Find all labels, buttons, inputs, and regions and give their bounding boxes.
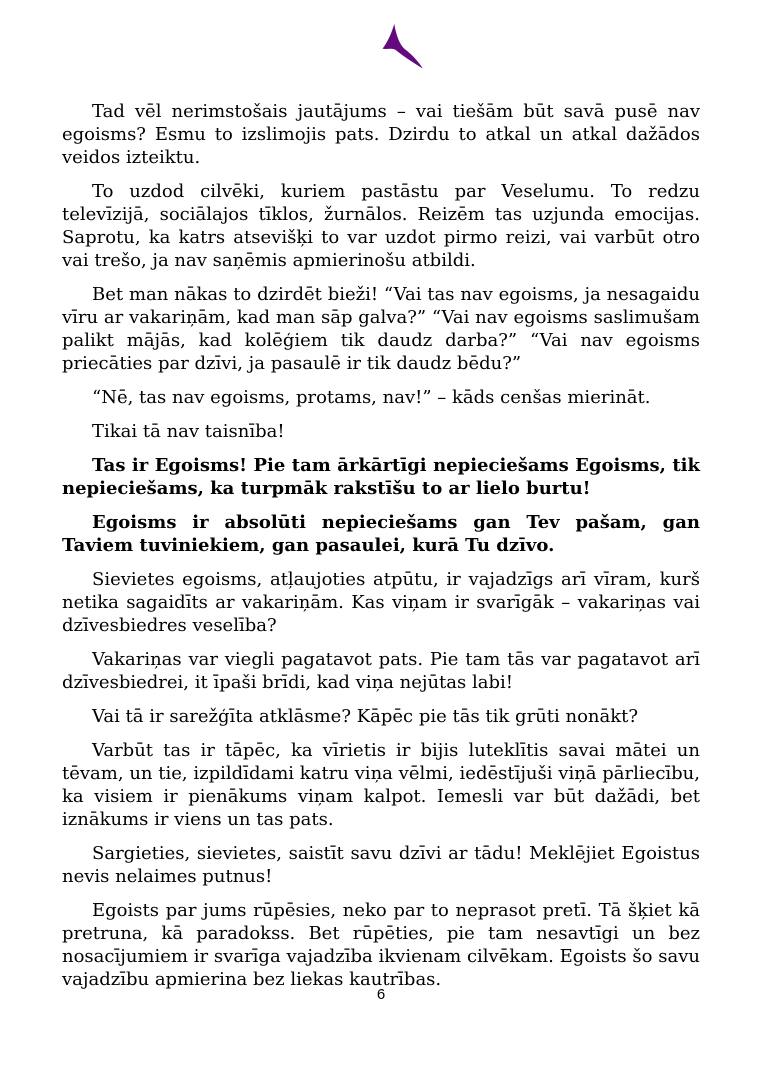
- paragraph: Bet man nākas to dzirdēt bieži! “Vai tas nav egoisms, ja nesagaidu vīru ar vakariņām, kad man sāp galva?” “Vai nav egoisms saslimušam palikt mājās, kad kolēģiem tik daudz darba?” “Vai nav egoisms priecāties par dzīvi, ja pasaulē ir tik daudz bēdu?”: [62, 284, 700, 374]
- bird-icon: [373, 23, 429, 69]
- paragraph: Sargieties, sievietes, saistīt savu dzīvi ar tādu! Meklējiet Egoistus nevis nelaimes putnus!: [62, 843, 700, 887]
- paragraph: Tikai tā nav taisnība!: [92, 421, 285, 442]
- paragraph: Egoists par jums rūpēsies, neko par to neprasot pretī. Tā šķiet kā pretruna, kā paradokss. Bet rūpēties, pie tam nesavtīgi un bez nosacījumiem ir svarīga vajadzība ikvienam cilvēkam. Egoists šo savu vajadzību apmierina bez liekas kautrības.: [62, 900, 700, 990]
- paragraph: Tas ir Egoisms! Pie tam ārkārtīgi nepieciešams Egoisms, tik nepieciešams, ka turpmāk rakstīšu to ar lielo burtu!: [62, 455, 700, 499]
- paragraph: To uzdod cilvēki, kuriem pastāstu par Veselumu. To redzu televīzijā, sociālajos tīklos, žurnālos. Reizēm tas uzjunda emocijas. Saprotu, ka katrs atsevišķi to var uzdot pirmo reizi, vai varbūt otro vai trešo, ja nav saņēmis apmierinošu atbildi.: [62, 181, 700, 271]
- paragraph: “Nē, tas nav egoisms, protams, nav!” – kāds cenšas mierināt.: [92, 387, 651, 408]
- bird-logo: [373, 23, 429, 69]
- bird-icon-path: [383, 24, 423, 69]
- page-text-block: [62, 100, 700, 1002]
- paragraph: Vai tā ir sarežģīta atklāsme? Kāpēc pie tās tik grūti nonākt?: [92, 706, 639, 727]
- paragraph: Egoisms ir absolūti nepieciešams gan Tev pašam, gan Taviem tuviniekiem, gan pasaulei, kurā Tu dzīvo.: [62, 512, 700, 556]
- paragraph: Vakariņas var viegli pagatavot pats. Pie tam tās var pagatavot arī dzīvesbiedrei, it īpaši brīdi, kad viņa nejūtas labi!: [62, 649, 700, 693]
- page-number: 6: [376, 986, 386, 1003]
- paragraph: Varbūt tas ir tāpēc, ka vīrietis ir bijis luteklītis savai mātei un tēvam, un tie, izpildīdami katru viņa vēlmi, iedēstījuši viņā pārliecību, ka visiem ir pienākums viņam kalpot. Iemesli var būt dažādi, bet iznākums ir viens un tas pats.: [62, 740, 700, 830]
- paragraph: Sievietes egoisms, atļaujoties atpūtu, ir vajadzīgs arī vīram, kurš netika sagaidīts ar vakariņām. Kas viņam ir svarīgāk – vakariņas vai dzīvesbiedres veselība?: [62, 569, 700, 636]
- paragraph: Tad vēl nerimstošais jautājums – vai tiešām būt savā pusē nav egoisms? Esmu to izslimojis pats. Dzirdu to atkal un atkal dažādos veidos izteiktu.: [62, 101, 700, 168]
